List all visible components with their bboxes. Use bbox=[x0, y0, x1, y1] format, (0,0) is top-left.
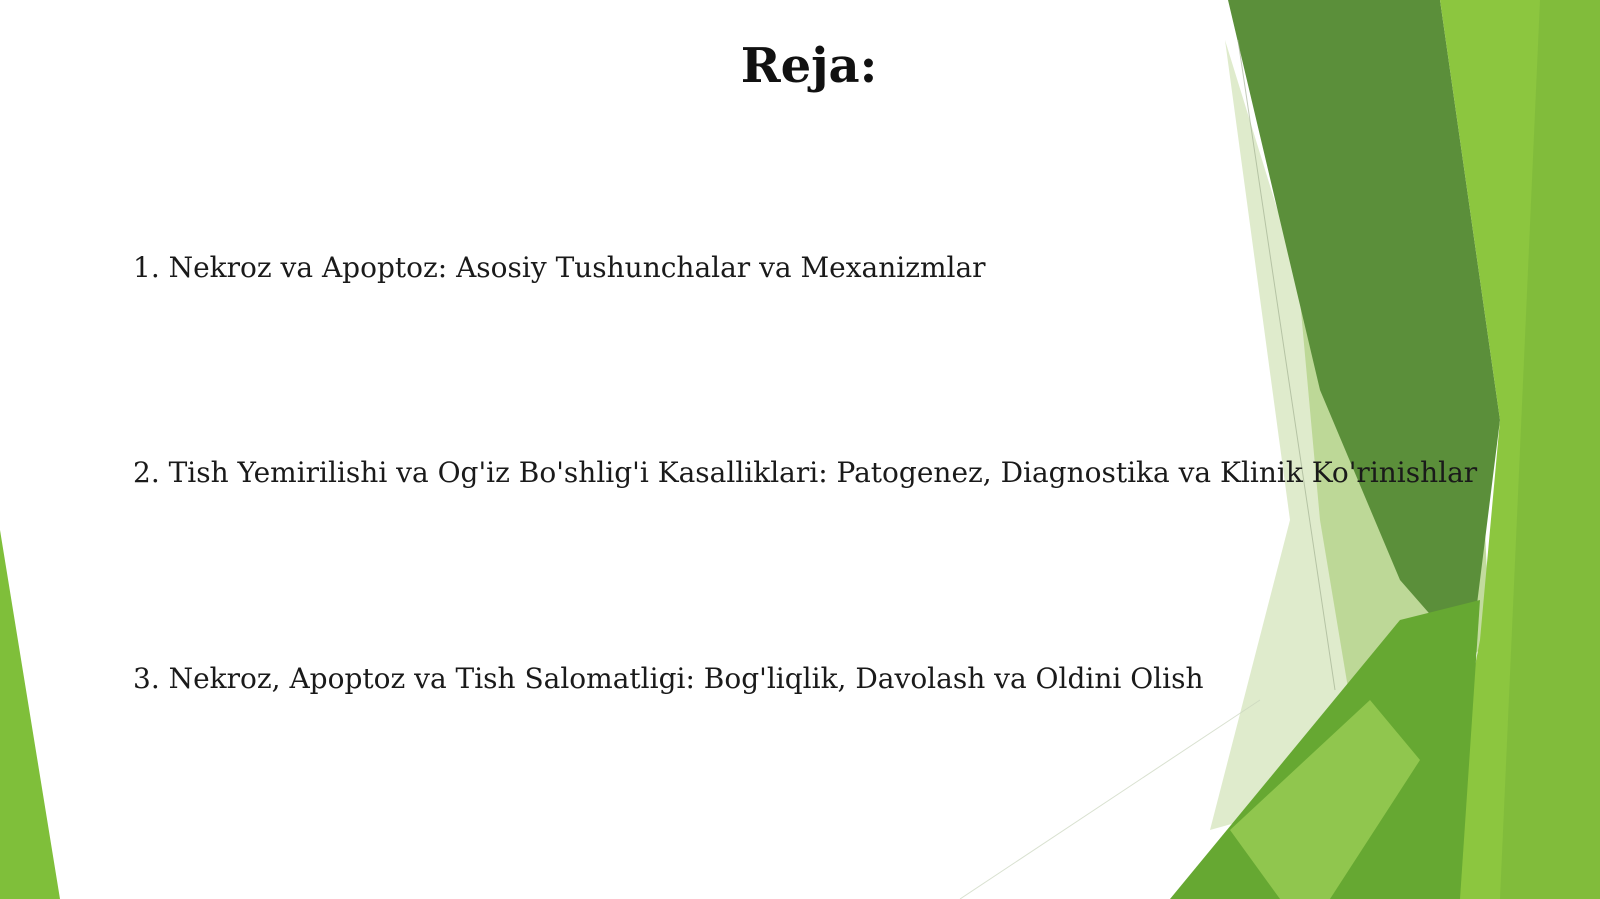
plan-item-1: 1. Nekroz va Apoptoz: Asosiy Tushunchalar va Mexanizmlar bbox=[133, 251, 986, 284]
plan-item-2: 2. Tish Yemirilishi va Og'iz Bo'shlig'i Kasalliklari: Patogenez, Diagnostika va Klinik Ko'rinishlar bbox=[133, 456, 1478, 489]
left-green-sliver bbox=[0, 530, 60, 899]
plan-item-3: 3. Nekroz, Apoptoz va Tish Salomatligi: Bog'liqlik, Davolash va Oldini Olish bbox=[133, 662, 1204, 695]
slide-title: Reja: bbox=[740, 38, 878, 94]
